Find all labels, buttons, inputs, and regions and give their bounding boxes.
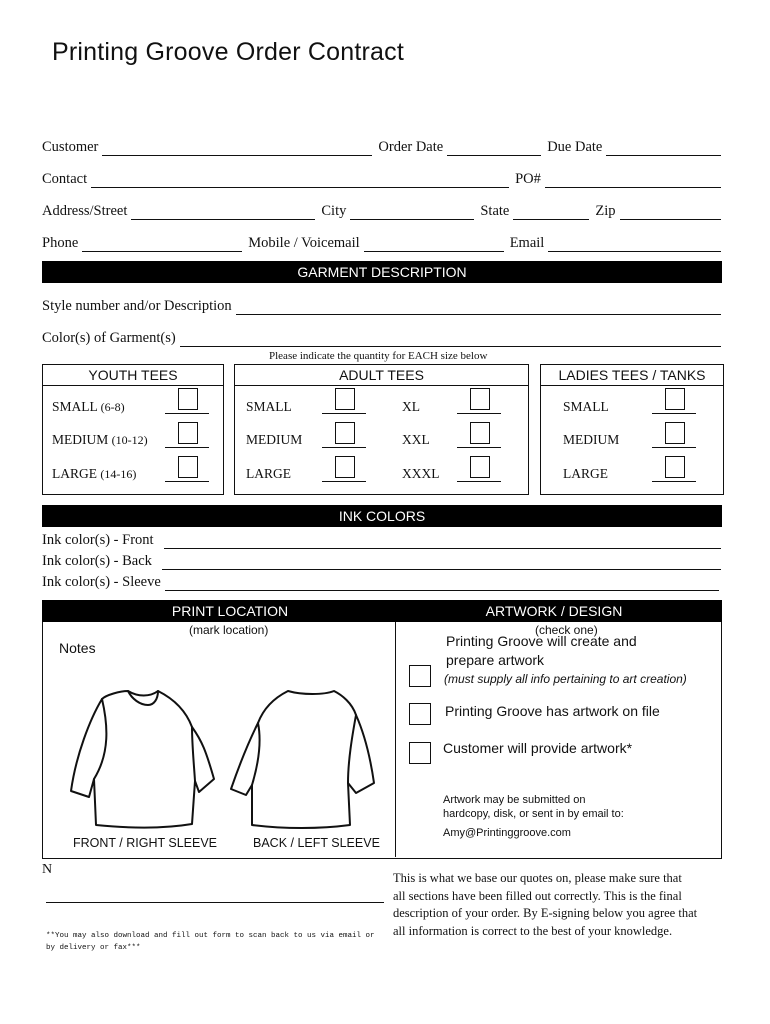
agreement-line1: This is what we base our quotes on, please make sure that [393,871,682,885]
style-field[interactable] [236,301,721,315]
phone-label: Phone [42,235,79,251]
ink-colors-header: INK COLORS [42,505,722,527]
ink-back-field[interactable] [162,556,721,570]
size-name: SMALL [52,399,98,414]
zip-label: Zip [595,203,616,219]
ladies-large-qty[interactable] [652,456,696,482]
due-date-label: Due Date [547,139,603,155]
mobile-label: Mobile / Voicemail [248,235,360,251]
adult-xxxl-qty[interactable] [457,456,501,482]
adult-size-medium: MEDIUM [246,432,303,447]
customer-artwork-checkbox[interactable] [409,742,431,764]
size-name: MEDIUM [52,432,109,447]
color-label: Color(s) of Garment(s) [42,330,176,346]
ladies-tees-header: LADIES TEES / TANKS [541,365,723,386]
address-field[interactable] [131,206,315,220]
garment-description-header: GARMENT DESCRIPTION [42,261,722,283]
agreement-text [393,870,697,940]
adult-size-small: SMALL [246,399,292,414]
agreement-line3: description of your order. By E-signing below you agree that [393,906,698,920]
option-create-line2: prepare artwork [446,652,545,668]
ink-sleeve-label: Ink color(s) - Sleeve [42,574,161,590]
ink-sleeve-row [42,573,719,591]
ink-back-row [42,552,721,570]
ink-front-label: Ink color(s) - Front [42,532,154,548]
create-artwork-checkbox[interactable] [409,665,431,687]
po-label: PO# [515,171,541,187]
youth-tees-box [42,364,224,495]
youth-large-qty[interactable] [165,456,209,482]
option-create-line1: Printing Groove will create and [446,633,637,649]
adult-tees-box [234,364,529,495]
mark-location-label: (mark location) [189,623,269,637]
customer-field[interactable] [102,142,372,156]
style-label: Style number and/or Description [42,298,232,314]
n-label: N [42,862,53,877]
artwork-design-header: ARTWORK / DESIGN [485,603,623,619]
adult-medium-qty[interactable] [322,422,366,448]
front-shirt-icon[interactable] [68,685,218,835]
adult-size-large: LARGE [246,466,291,481]
download-note-line2: by delivery or fax*** [46,944,141,952]
contact-label: Contact [42,171,88,187]
submit-line1: Artwork may be submitted on [443,794,586,806]
city-field[interactable] [350,206,474,220]
adult-size-xxl: XXL [402,432,430,447]
option-create-note: (must supply all info pertaining to art creation) [444,672,687,686]
youth-size-small [52,399,125,415]
youth-tees-header: YOUTH TEES [43,365,223,386]
ladies-medium-qty[interactable] [652,422,696,448]
contact-field[interactable] [91,174,509,188]
adult-large-qty[interactable] [322,456,366,482]
order-date-field[interactable] [447,142,541,156]
adult-size-xl: XL [402,399,420,414]
agreement-line2: all sections have been filled out correctly. This is the final [393,888,682,903]
adult-small-qty[interactable] [322,388,366,414]
ink-back-label: Ink color(s) - Back [42,553,152,569]
notes-label: Notes [59,640,96,656]
zip-field[interactable] [620,206,722,220]
ladies-size-medium: MEDIUM [563,432,620,447]
option-customer-provide: Customer will provide artwork* [443,740,633,756]
ladies-size-small: SMALL [563,399,609,414]
agreement-line4: all information is correct to the best of your knowledge. [393,923,673,938]
adult-xxl-qty[interactable] [457,422,501,448]
color-row [42,329,721,347]
page-title: Printing Groove Order Contract [52,38,404,66]
submit-email[interactable]: Amy@Printinggroove.com [443,827,571,839]
size-range: (14-16) [100,467,137,481]
back-shirt-icon[interactable] [228,685,378,835]
youth-size-large [52,466,136,482]
check-one-label: (check one) [535,623,598,637]
customer-row [42,138,721,156]
po-field[interactable] [545,174,721,188]
section-divider [395,622,396,857]
quantity-instruction: Please indicate the quantity for EACH size below [269,350,488,362]
ladies-size-large: LARGE [563,466,608,481]
youth-small-qty[interactable] [165,388,209,414]
youth-medium-qty[interactable] [165,422,209,448]
download-note-line1: **You may also download and fill out form to scan back to us via email or [46,932,375,940]
size-name: LARGE [52,466,97,481]
ladies-tees-box [540,364,724,495]
signature-line[interactable] [46,902,384,903]
option-on-file: Printing Groove has artwork on file [445,703,660,719]
phone-field[interactable] [82,238,242,252]
email-field[interactable] [548,238,721,252]
state-label: State [480,203,510,219]
front-right-sleeve-caption: FRONT / RIGHT SLEEVE [73,836,218,850]
size-range: (10-12) [111,433,148,447]
address-row [42,202,721,220]
address-label: Address/Street [42,203,128,219]
color-field[interactable] [180,333,721,347]
state-field[interactable] [513,206,589,220]
youth-size-medium [52,432,148,448]
ink-sleeve-field[interactable] [165,577,719,591]
back-left-sleeve-caption: BACK / LEFT SLEEVE [253,836,380,850]
adult-size-xxxl: XXXL [402,466,440,481]
adult-xl-qty[interactable] [457,388,501,414]
ink-front-row [42,531,721,549]
order-date-label: Order Date [378,139,444,155]
phone-row [42,234,721,252]
city-label: City [321,203,347,219]
artwork-on-file-checkbox[interactable] [409,703,431,725]
email-label: Email [509,235,545,251]
ink-front-field[interactable] [164,535,721,549]
due-date-field[interactable] [606,142,721,156]
contact-row [42,170,721,188]
style-row [42,297,721,315]
size-range: (6-8) [100,400,125,414]
print-location-header: PRINT LOCATION [171,603,289,619]
adult-tees-header: ADULT TEES [235,365,528,386]
ladies-small-qty[interactable] [652,388,696,414]
submit-line2: hardcopy, disk, or sent in by email to: [443,808,624,820]
mobile-field[interactable] [364,238,504,252]
customer-label: Customer [42,139,99,155]
